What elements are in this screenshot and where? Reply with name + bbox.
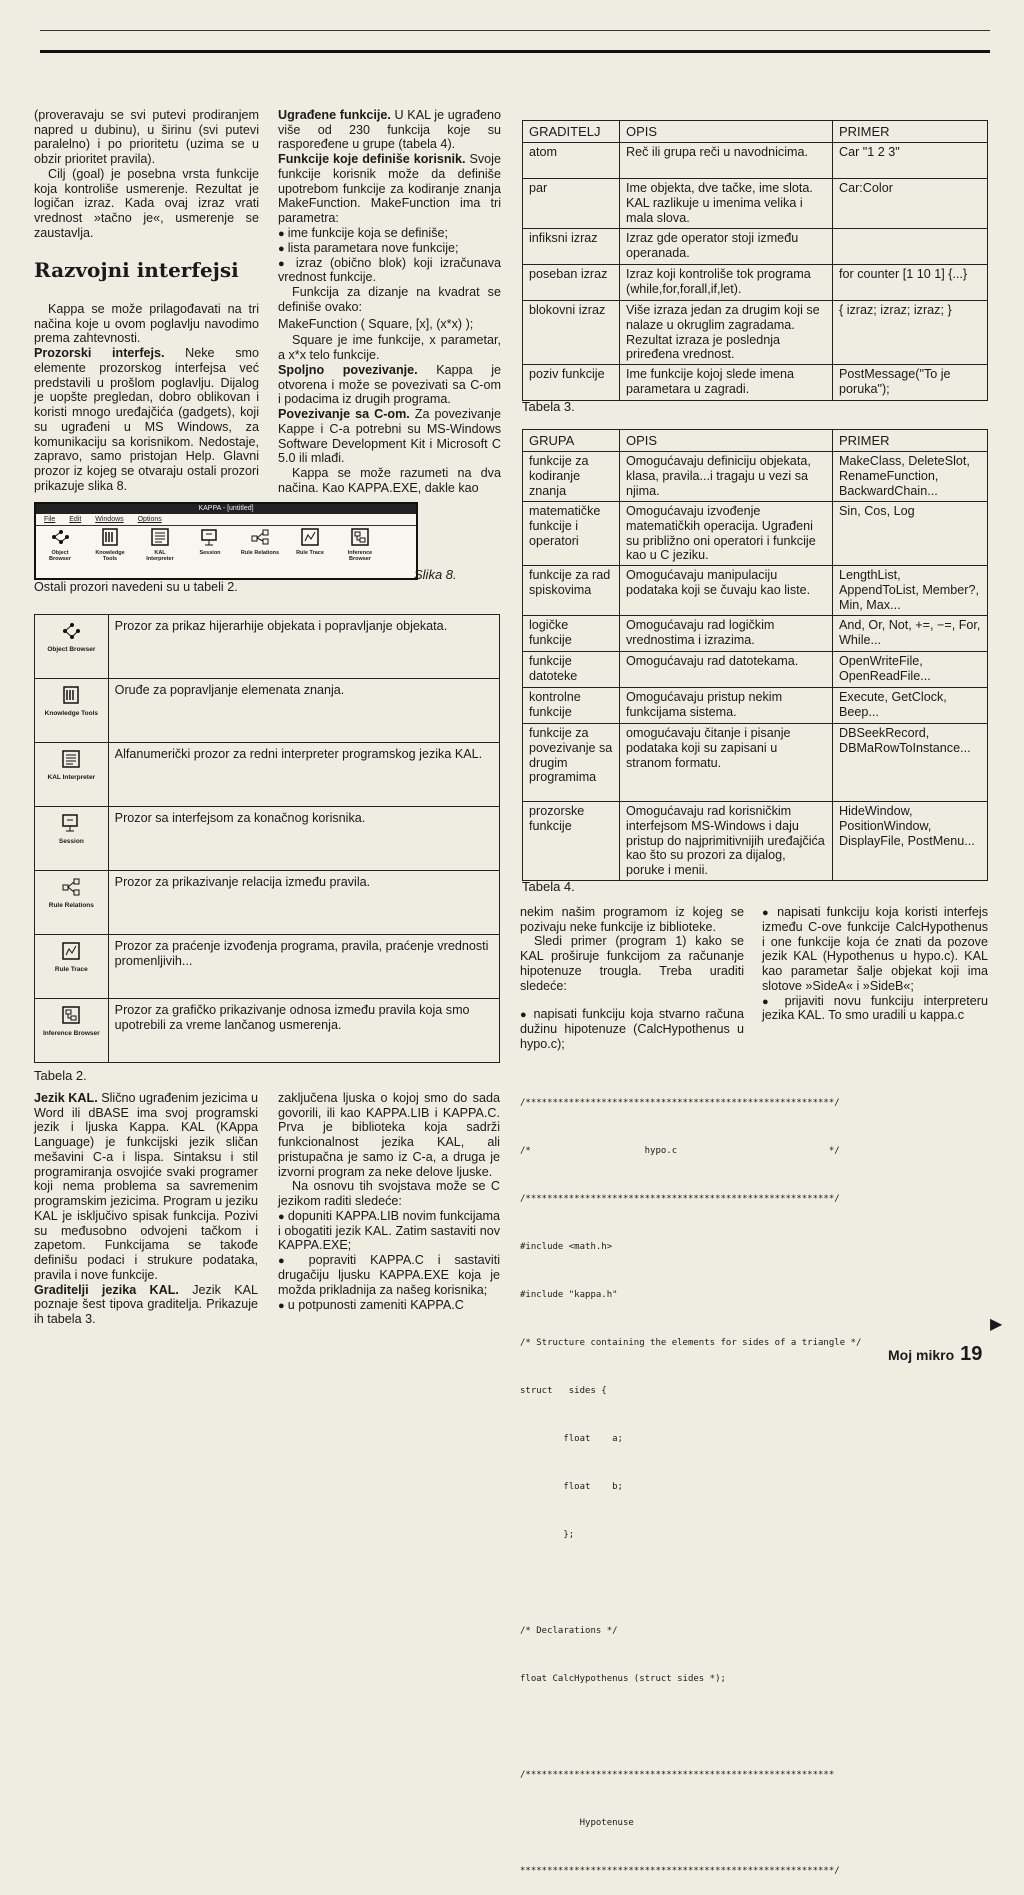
c-bullet-3: ● u potpunosti zameniti KAPPA.C xyxy=(278,1298,500,1313)
table-row: funkcije za kodiranje znanja Omogućavaju definiciju objekata, klasa, pravila...i tragaju u vezi sa njima. MakeClass, DeleteSlot, RenameFunction, BackwardChain... xyxy=(523,452,988,502)
table-row: poziv funkcije Ime funkcije kojoj slede imena parametara u zagradi. PostMessage("To je poruka"); xyxy=(523,365,988,401)
session-icon xyxy=(61,813,81,833)
table-row: Rule Trace Prozor za praćenje izvođenja programa, pravila, praćenje vrednosti promenljivih... xyxy=(35,935,500,999)
table-2 xyxy=(34,614,500,1063)
code-line: /*********************************************************/ xyxy=(520,1098,840,1108)
code-line: float CalcHypothenus (struct sides *); xyxy=(520,1674,726,1684)
kappa-rule-relations[interactable]: Rule Relations xyxy=(240,528,280,556)
table-row: Rule Relations Prozor za prikazivanje relacija između pravila. xyxy=(35,871,500,935)
table-row: Knowledge Tools Oruđe za popravljanje elemenata znanja. xyxy=(35,679,500,743)
intro-paragraph: (proveravaju se svi putevi prodiranjem napred u dubinu), u širinu (svi putevi paralelno) i po prioritetu (uzima se u obzir prioritet pravila). xyxy=(34,108,259,167)
table-header: GRUPA OPIS PRIMER xyxy=(523,430,988,452)
code-line: /* Declarations */ xyxy=(520,1626,618,1636)
table-row: kontrolne funkcije Omogućavaju pristup nekim funkcijama sistema. Execute, GetClock, Beep... xyxy=(523,688,988,724)
bottom-left-column xyxy=(34,1091,258,1327)
kappa-object-browser[interactable]: Object Browser xyxy=(40,528,80,562)
page-footer xyxy=(888,1343,982,1366)
c-bullet-1: ● dopuniti KAPPA.LIB novim funkcijama i obogatiti jezik KAL. Zatim sastaviti nov KAPPA.EXE; xyxy=(278,1209,500,1253)
code-line: }; xyxy=(520,1530,575,1540)
kappa-main-window xyxy=(34,502,418,580)
menu-file[interactable]: File xyxy=(44,516,56,523)
rule-trace-icon xyxy=(61,941,81,961)
rule-relations-icon xyxy=(250,528,270,546)
table-row: KAL Interpreter Alfanumerički prozor za redni interpreter programskog jezika KAL. xyxy=(35,743,500,807)
kappa-rule-trace[interactable]: Rule Trace xyxy=(290,528,330,556)
magazine-name: Moj mikro xyxy=(888,1347,955,1363)
continue-arrow-icon: ▶ xyxy=(990,1316,1003,1333)
hypo-bullet-3: ● prijaviti novu funkciju interpreteru jezika KAL. To smo uradili u kappa.c xyxy=(762,994,988,1024)
section-heading: Razvojni interfejsi xyxy=(34,257,239,282)
code-line: /* Structure containing the elements for sides of a triangle */ xyxy=(520,1338,862,1348)
kappa-inference-browser[interactable]: Inference Browser xyxy=(340,528,380,562)
code-line: #include <math.h> xyxy=(520,1242,613,1252)
code-line: **********************************************************/ xyxy=(520,1866,840,1876)
menu-edit[interactable]: Edit xyxy=(69,516,82,523)
code-line: Hypotenuse xyxy=(520,1818,634,1828)
menu-options[interactable]: Options xyxy=(137,516,162,523)
c-jezik-paragraph: Na osnovu tih svojstava može se C jezikom raditi sledeće: xyxy=(278,1179,500,1209)
table-row: matematičke funkcije i operatori Omogućavaju izvođenje matematičkih operacija. Ugrađeni su približno oni operatori i funkcije kao u C jeziku. Sin, Cos, Log xyxy=(523,502,988,566)
table-row: par Ime objekta, dve tačke, ime slota. KAL razlikuje u imenima velika i mala slova. Car:Color xyxy=(523,179,988,229)
funkcije-paragraph: Funkcije koje definiše korisnik. Svoje funkcije korisnik može da definiše upotrebom funkcije za kodiranje znanja MakeFunction. MakeFunction ima tri parametra: xyxy=(278,152,501,226)
table-3 xyxy=(522,120,988,401)
table-header: GRADITELJ OPIS PRIMER xyxy=(523,121,988,143)
header-rule xyxy=(40,50,990,53)
table2-intro: Ostali prozori navedeni su u tabeli 2. xyxy=(34,580,238,594)
goal-paragraph: Cilj (goal) je posebna vrsta funkcije koja kontroliše usmerenje. Rezultat je logičan izraz. Kada ovaj izraz vrati vrednost »tačno je«, usmerenje se zaustavlja. xyxy=(34,166,259,240)
graditelji-paragraph: Graditelji jezika KAL. Jezik KAL poznaje šest tipova graditelja. Prikazuje ih tabela 3. xyxy=(34,1282,258,1327)
primer-paragraph: Sledi primer (program 1) kako se KAL proširuje funkcijom za računanje hipotenuze trougla. Treba uraditi sledeće: xyxy=(520,934,744,993)
table-row: Inference Browser Prozor za grafičko prikazivanje odnosa između pravila koja smo upotrebili za vreme lančanog usmerenja. xyxy=(35,999,500,1063)
com-paragraph: Povezivanje sa C-om. Za povezivanje Kappe i C-a potrebni su MS-Windows Software Development Kit i Microsoft C 5.0 ili mlađi. xyxy=(278,407,501,466)
code-line xyxy=(520,1719,880,1735)
table-row: funkcije za povezivanje sa drugim programima omogućavaju čitanje i pisanje podataka koji su zapisani u stranom formatu. DBSeekRecord, DBMaRowToInstance... xyxy=(523,724,988,802)
bottom-right-column-2 xyxy=(762,905,988,1023)
table-row: funkcije datoteke Omogućavaju rad datotekama. OpenWriteFile, OpenReadFile... xyxy=(523,652,988,688)
kappa-title-bar: KAPPA - [untitled] xyxy=(36,504,416,514)
table2-caption: Tabela 2. xyxy=(34,1068,87,1083)
code-line: /* hypo.c */ xyxy=(520,1146,840,1156)
kal-interpreter-icon xyxy=(150,528,170,546)
table-row: logičke funkcije Omogućavaju rad logičkim vrednostima i izrazima. And, Or, Not, +=, −=, For, While... xyxy=(523,616,988,652)
code-line: /*********************************************************/ xyxy=(520,1194,840,1204)
square-intro: Funkcija za dizanje na kvadrat se definiše ovako: xyxy=(278,285,501,314)
inference-browser-icon xyxy=(350,528,370,546)
code-line: float b; xyxy=(520,1482,623,1492)
top-rule xyxy=(40,30,990,31)
middle-column xyxy=(278,108,501,495)
table-row: atom Reč ili grupa reči u navodnicima. Car "1 2 3" xyxy=(523,143,988,179)
rule-trace-icon xyxy=(300,528,320,546)
session-icon xyxy=(200,528,220,546)
inference-browser-icon xyxy=(61,1005,81,1025)
jezik-paragraph: Jezik KAL. Slično ugrađenim jezicima u Word ili dBASE ima svoj programski jezik i ljuska Kappa. KAL (KAppa Language) je funkcijski jezik sličan mešavini C-a i lispa. Sintaksu i stil programiranja osvojiće svaki programer koji nema problema sa savremenim programskim jezicima. Program u jeziku KAL je isključivo spisak funkcija. Pozivi su međusobno odvojeni tačkom i zapetom. Funkcijama se takođe definišu podaci i strukure podataka, pravila i nove funkcije. xyxy=(34,1091,258,1282)
kappa-icon-bar xyxy=(36,526,416,576)
kappa-menu-bar xyxy=(36,514,416,526)
object-browser-icon xyxy=(61,621,81,641)
code-line xyxy=(520,1575,880,1591)
kal-paragraph: Kappa se može razumeti na dva načina. Kao KAPPA.EXE, dakle kao xyxy=(278,466,501,495)
param-bullet-1: ● ime funkcije koja se definiše; xyxy=(278,226,501,241)
param-bullet-2: ● lista parametara nove funkcije; xyxy=(278,241,501,256)
ugradene-paragraph: Ugrađene funkcije. U KAL je ugrađeno više od 230 funkcija koje su raspoređene u grupe (tabela 4). xyxy=(278,108,501,152)
kappa-lib-paragraph: zaključena ljuska o kojoj smo do sada govorili, ili kao KAPPA.LIB i KAPPA.C. Prva je biblioteka koja sadrži funkcionalnost jezika KAL, ali pristupačna je samo iz C-a, a druga je izvorni program za neke delove ljuske. xyxy=(278,1091,500,1179)
table-row: prozorske funkcije Omogućavaju rad korisničkim interfejsom MS-Windows i daju pristup do najprimitivnijih uređajčića kao što su prozori za dijalog, poruke i menii. HideWindow, PositionWindow, DisplayFile, PostMenu... xyxy=(523,802,988,881)
knowledge-tools-icon xyxy=(100,528,120,546)
code-listing xyxy=(520,1063,880,1895)
table-row: blokovni izraz Više izraza jedan za drugim koji se nalaze u okruglim zagradama. Rezultat izraza je poslednja priređena vrednost. { izraz; izraz; izraz; } xyxy=(523,301,988,365)
prozorski-paragraph: Prozorski interfejs. Neke smo elemente prozorskog interfejsa već predstavili u prošlom poglavlju. Dijalog je uopšte pregledan, dobro oblikovan i koristi mnogo uređajčića (gadgets), koji su ugrađeni u MS Windows, za komunikaciju sa korisnikom. Nedostaje, zapravo, samo pristojan Help. Glavni prozor iz kojeg se otvaraju ostali prozori prikazuje slika 8. xyxy=(34,346,259,493)
rule-relations-icon xyxy=(61,877,81,897)
kal-interpreter-icon xyxy=(61,749,81,769)
table-row: Session Prozor sa interfejsom za konačnog korisnika. xyxy=(35,807,500,871)
page-number: 19 xyxy=(960,1343,983,1365)
hypo-bullet-1: ● napisati funkciju koja stvarno računa dužinu hipotenuze (CalcHypothenus u hypo.c); xyxy=(520,1007,744,1051)
kappa-knowledge-tools[interactable]: Knowledge Tools xyxy=(90,528,130,562)
c-bullet-2: ● popraviti KAPPA.C i sastaviti drugačiju ljusku KAPPA.EXE koja je možda prikladnija za našeg korisnika; xyxy=(278,1253,500,1297)
menu-windows[interactable]: Windows xyxy=(95,516,124,523)
make-function-example: MakeFunction ( Square, [x], (x*x) ); xyxy=(278,316,474,331)
bottom-right-column-1 xyxy=(520,905,744,1052)
kappa-session[interactable]: Session xyxy=(190,528,230,556)
code-line: float a; xyxy=(520,1434,623,1444)
table3-caption: Tabela 3. xyxy=(522,399,575,414)
kappa-kal-interpreter[interactable]: KAL Interpreter xyxy=(140,528,180,562)
object-browser-icon xyxy=(50,528,70,546)
bottom-middle-column xyxy=(278,1091,500,1312)
biblioteka-paragraph: nekim našim programom iz kojeg se pozivaju neke funkcije iz biblioteke. xyxy=(520,905,744,934)
table-row: infiksni izraz Izraz gde operator stoji između operanada. xyxy=(523,229,988,265)
kappa-paragraph: Kappa se može prilagođavati na tri načina koje u ovom poglavlju navodimo prema zahtevnosti. xyxy=(34,302,259,346)
knowledge-tools-icon xyxy=(61,685,81,705)
table-4 xyxy=(522,429,988,881)
left-column xyxy=(34,108,259,494)
table-row: funkcije za rad spiskovima Omogućavaju manipulaciju podataka koji se čuvaju kao liste. LengthList, AppendToList, Member?, Min, Max... xyxy=(523,566,988,616)
table-row: poseban izraz Izraz koji kontroliše tok programa (while,for,forall,if,let). for counter [1 10 1] {...} xyxy=(523,265,988,301)
code-line: #include "kappa.h" xyxy=(520,1290,618,1300)
figure-caption: Slika 8. xyxy=(414,567,457,582)
code-line: struct sides { xyxy=(520,1386,607,1396)
square-note: Square je ime funkcije, x parametar, a x*x telo funkcije. xyxy=(278,333,501,363)
param-bullet-3: ● izraz (obično blok) koji izračunava vrednost funkcije. xyxy=(278,256,501,286)
table-row: Object Browser Prozor za prikaz hijerarhije objekata i popravljanje objekata. xyxy=(35,615,500,679)
spoljno-paragraph: Spoljno povezivanje. Kappa je otvorena i može se povezivati sa C-om i podacima iz drugih programa. xyxy=(278,362,502,407)
table4-caption: Tabela 4. xyxy=(522,879,575,894)
code-line: /********************************************************* xyxy=(520,1770,835,1780)
hypo-bullet-2: ● napisati funkciju koja koristi interfejs između C-ove funkcije CalcHypothenus i one funkcije koja će znati da pozove jezik KAL (Hypothenus u hypo.c). KAL kao parametar šalje objekat koji ima slotove »SideA« i »SideB«; xyxy=(762,905,988,994)
